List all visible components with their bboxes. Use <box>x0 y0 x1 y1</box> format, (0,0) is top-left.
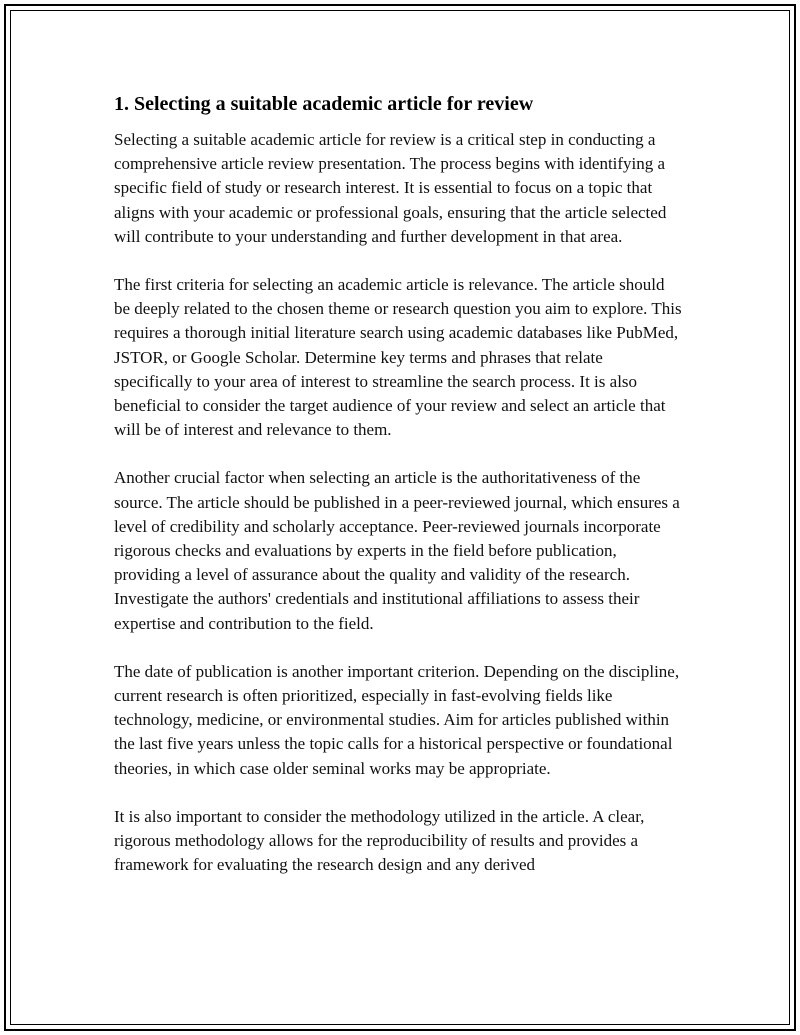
page-frame <box>4 4 796 1031</box>
document-body <box>114 92 684 901</box>
paragraph-authoritativeness: Another crucial factor when selecting an article is the authoritativeness of the source. The article should be published in a peer-reviewed journal, which ensures a level of credibility and scholarly acceptance. Peer-reviewed journals incorporate rigorous checks and evaluations by experts in the field before publication, providing a level of assurance about the quality and validity of the research. Investigate the authors' credentials and institutional affiliations to assess their expertise and contribution to the field. <box>114 468 680 633</box>
paragraph-intro: Selecting a suitable academic article for review is a critical step in conducting a comprehensive article review presentation. The process begins with identifying a specific field of study or research interest. It is essential to focus on a topic that aligns with your academic or professional goals, ensuring that the article selected will contribute to your understanding and further development in that area. <box>114 130 667 246</box>
section-title: 1. Selecting a suitable academic article for review <box>114 93 534 115</box>
paragraph-methodology: It is also important to consider the methodology utilized in the article. A clear, rigorous methodology allows for the reproducibility of results and provides a framework for evaluating the research design and any derived <box>114 806 645 875</box>
paragraph-publication-date: The date of publication is another important criterion. Depending on the discipline, current research is often prioritized, especially in fast-evolving fields like technology, medicine, or environmental studies. Aim for articles published within the last five years unless the topic calls for a historical perspective or foundational theories, in which case older seminal works may be appropriate. <box>114 661 680 778</box>
paragraph-relevance: The first criteria for selecting an academic article is relevance. The article should be deeply related to the chosen theme or research question you aim to explore. This requires a thorough initial literature search using academic databases like PubMed, JSTOR, or Google Scholar. Determine key terms and phrases that relate specifically to your area of interest to streamline the search process. It is also beneficial to consider the target audience of your review and select an article that will be of interest and relevance to them. <box>114 275 682 440</box>
